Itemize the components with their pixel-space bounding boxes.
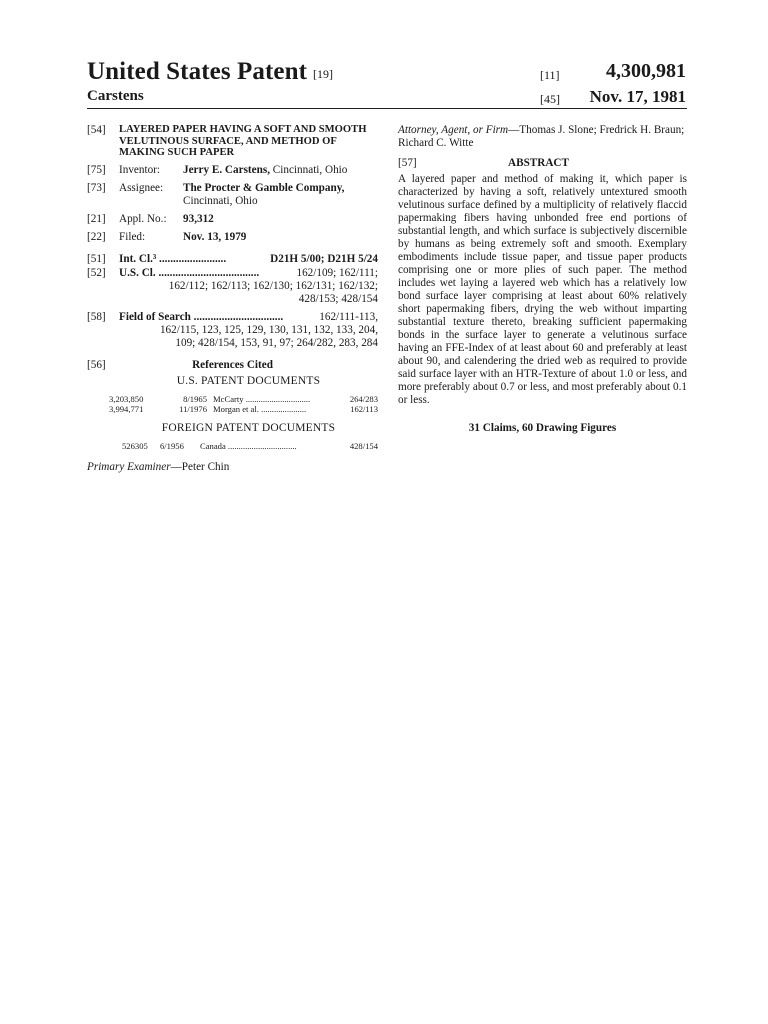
entry-code: [58] [87,310,106,323]
invention-title: LAYERED PAPER HAVING A SOFT AND SMOOTH VELUTINOUS SURFACE, AND METHOD OF MAKING SUCH PAPER [119,124,367,158]
examiner-label: Primary Examiner [87,461,171,473]
entry-code: [73] [87,181,106,194]
primary-examiner [87,461,378,474]
us-cl-line-2: 162/112; 162/113; 162/130; 162/131; 162/132; [168,279,378,292]
inventor-surname: Carstens [87,88,144,104]
title-code: [19] [313,67,333,81]
title-entry [87,124,378,159]
entry-code: [75] [87,163,106,176]
header-divider [87,108,687,109]
references-heading: References Cited [192,358,273,371]
ref-class: 428/154 [349,440,378,451]
examiner-name: —Peter Chin [170,461,230,473]
patent-date: Nov. 17, 1981 [589,87,686,106]
us-cl-line-3: 428/153; 428/154 [298,292,378,305]
us-patent-documents-heading: U.S. PATENT DOCUMENTS [176,374,321,387]
entry-code: [22] [87,230,106,243]
attorney-label: Attorney, Agent, or Firm [398,124,509,136]
reference-row [109,394,378,405]
reference-row [109,404,378,415]
assignee-label: Assignee: [119,181,164,194]
entry-code: [51] [87,252,106,265]
document-title: United States Patent [87,58,308,85]
left-column [87,124,378,474]
foreign-patent-documents-heading: FOREIGN PATENT DOCUMENTS [161,421,336,434]
assignee-place: Cincinnati, Ohio [183,194,258,207]
abstract-text: A layered paper and method of making it, which paper is characterized by having a soft, relatively untextured smooth velutinous surface defined by a multiplicity of relatively flaccid papermaking fibers having unbonded free end portions of substantial length, and which surface is subjectively discernible by humans as being extremely soft and smooth. Exemplary embodiments include tissue paper, and tissue paper products comprising one or more plies of such paper. The method includes wet laying a layered web which has a relatively low bond surface layer comprising at least about 60% relatively short papermaking fibers, drying the web without imparting substantial texture thereto, breaking sufficient papermaking bonds in the surface layer to generate a velutinous surface having an FFE-Index of at least about 60 and preferably at least about 90, and calendering the dried web as required to provide said surface layer with an HTR-Texture of about 1.0 or less, and more preferably about 0.7 or less, and most preferably about 0.1 or less. [398,173,687,406]
inventor-name: Jerry E. Carstens, [183,163,270,176]
ref-date: 11/1976 [179,404,207,414]
us-cl-label: U.S. Cl. .................................... [119,266,260,279]
inventor-place: Cincinnati, Ohio [272,163,348,176]
assignee-entry [87,182,378,208]
ref-name: McCarty .............................. [213,393,311,404]
inventor-entry [87,164,378,177]
field-of-search-entry [87,311,378,350]
field-of-search-line-2: 162/115, 123, 125, 129, 130, 131, 132, 133, 204, [159,323,378,336]
claims-summary: 31 Claims, 60 Drawing Figures [468,422,617,434]
int-cl-entry [87,253,378,266]
abstract-heading: ABSTRACT [508,157,569,169]
application-entry [87,213,378,226]
entry-code: [52] [87,266,106,279]
int-cl-label: Int. Cl.³ ........................ [119,252,227,265]
application-number: 93,312 [183,212,214,225]
ref-date: 6/1956 [160,440,184,451]
filed-label: Filed: [119,230,146,243]
entry-code: [56] [87,358,106,371]
patent-number: 4,300,981 [606,60,686,82]
ref-class: 264/283 [349,393,378,404]
ref-class: 162/113 [350,404,378,414]
ref-date: 8/1965 [183,393,207,404]
date-code: [45] [540,92,560,106]
filed-date: Nov. 13, 1979 [183,230,247,243]
attorney-names: —Thomas J. Slone; Fredrick H. Braun; Richard C. Witte [398,124,685,149]
right-column [398,124,687,435]
entry-code: [57] [398,157,417,169]
field-of-search-label: Field of Search ................................ [119,310,284,323]
inventor-label: Inventor: [119,163,161,176]
ref-name: Canada ................................ [200,440,297,451]
attorney-line [398,124,687,150]
application-label: Appl. No.: [119,212,167,225]
field-of-search-line-3: 109; 428/154, 153, 91, 97; 264/282, 283, 284 [175,336,378,349]
references-entry [87,359,378,372]
ref-number: 3,994,771 [109,404,144,414]
abstract-heading-row [398,157,687,170]
ref-number: 3,203,850 [109,393,144,404]
patent-number-code: [11] [540,68,560,82]
us-cl-line-1: 162/109; 162/111; [296,266,378,279]
us-cl-entry [87,267,378,306]
entry-code: [21] [87,212,106,225]
int-cl-value: D21H 5/00; D21H 5/24 [270,252,378,265]
ref-number: 526305 [122,440,148,451]
filed-entry [87,231,378,244]
ref-name: Morgan et al. ..................... [213,404,307,414]
entry-code: [54] [87,124,106,136]
assignee-name: The Procter & Gamble Company, [183,181,345,194]
field-of-search-line-1: 162/111-113, [319,310,378,323]
reference-row [122,441,378,452]
